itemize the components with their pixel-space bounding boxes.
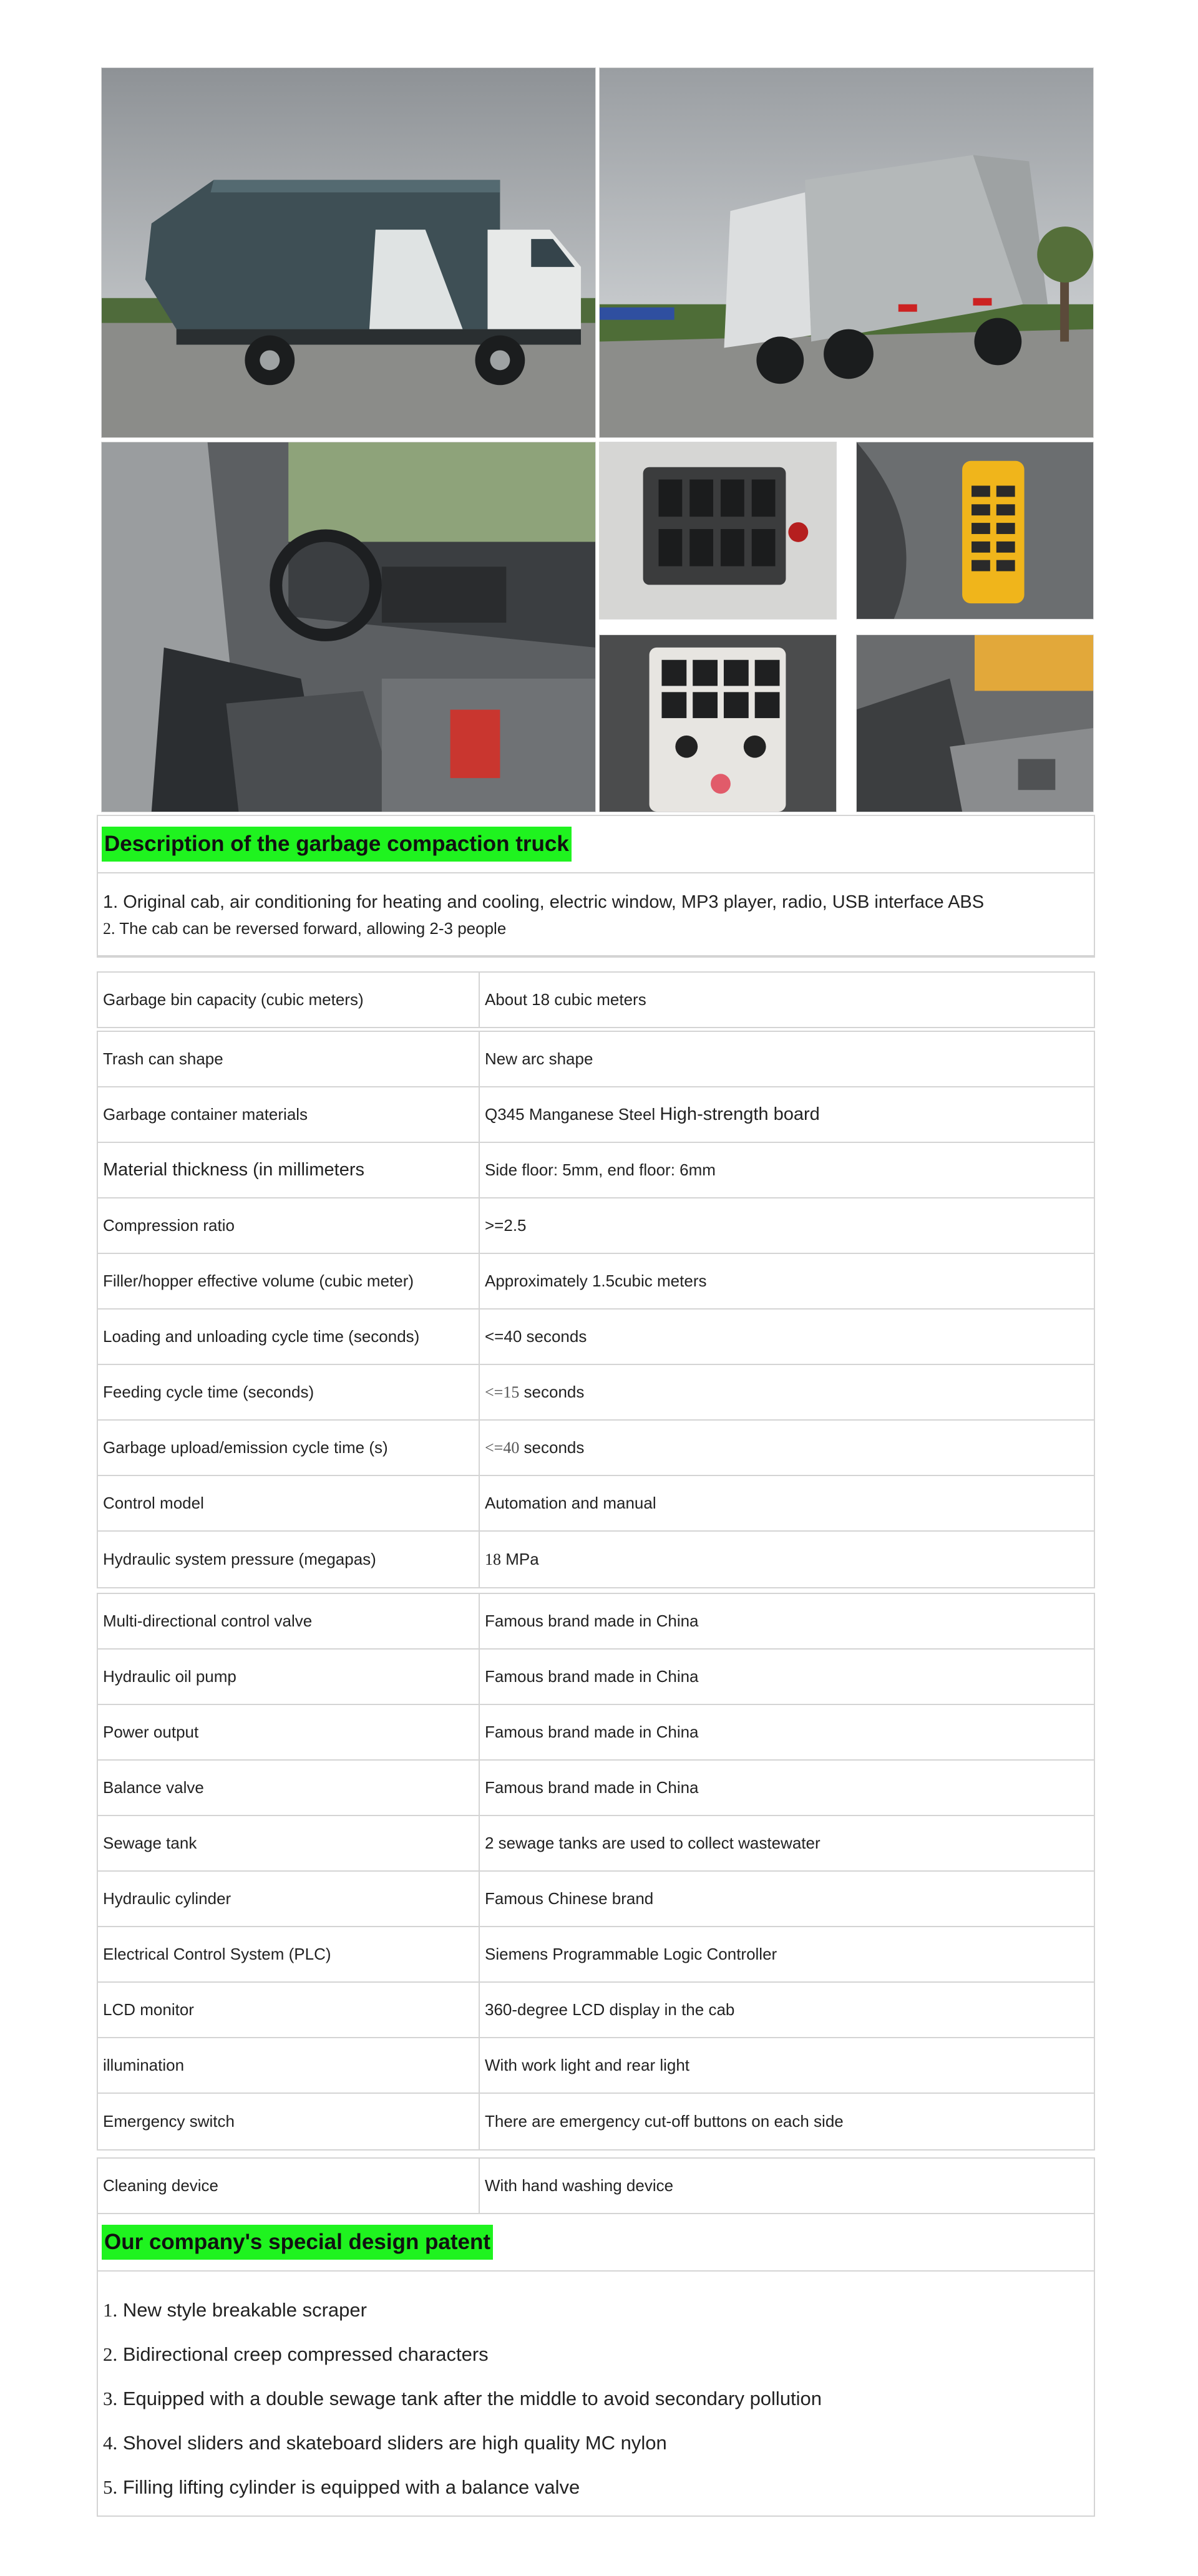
spec-value-number: <=15 xyxy=(485,1383,520,1401)
table-row xyxy=(98,2094,1094,2149)
component-label: Balance valve xyxy=(98,1761,480,1815)
list-item-number: 4. xyxy=(103,2432,118,2454)
description-title: Description of the garbage compaction truck xyxy=(102,827,572,862)
list-item-number: 3. xyxy=(103,2388,118,2409)
spec-label: Loading and unloading cycle time (seconds) xyxy=(98,1310,480,1364)
table-row xyxy=(98,1872,1094,1927)
patent-title: Our company's special design patent xyxy=(102,2225,493,2260)
spec-label: Garbage upload/emission cycle time (s) xyxy=(98,1421,480,1475)
component-value: 360-degree LCD display in the cab xyxy=(485,2000,735,2019)
list-item-number: 1. xyxy=(103,2299,118,2321)
table-row xyxy=(98,973,1094,1027)
component-label: Hydraulic cylinder xyxy=(98,1872,480,1926)
table-row xyxy=(98,1254,1094,1310)
component-value: Famous brand made in China xyxy=(485,1723,699,1741)
spec-value-extra: High-strength board xyxy=(660,1104,820,1124)
spec-value xyxy=(480,1532,1094,1587)
list-item-number: 2. xyxy=(103,2343,118,2365)
component-label: Hydraulic oil pump xyxy=(98,1650,480,1704)
spec-label: Feeding cycle time (seconds) xyxy=(98,1365,480,1419)
component-value: Famous brand made in China xyxy=(485,1778,699,1797)
list-item-text: Filling lifting cylinder is equipped with a balance valve xyxy=(117,2476,580,2498)
component-label: Emergency switch xyxy=(98,2094,480,2149)
component-value: Famous brand made in China xyxy=(485,1667,699,1686)
spec-value: >=2.5 xyxy=(485,1216,527,1235)
spec-value-unit: seconds xyxy=(519,1383,585,1401)
cab-seat-icon xyxy=(857,635,1093,812)
spec-value xyxy=(480,1365,1094,1419)
switch-panel-icon xyxy=(600,442,836,619)
spec-value-unit: seconds xyxy=(519,1438,585,1457)
table-row xyxy=(98,1705,1094,1761)
component-label: Power output xyxy=(98,1705,480,1759)
control-box-icon xyxy=(600,635,836,812)
component-value: With work light and rear light xyxy=(485,2056,690,2074)
description-text xyxy=(98,873,1094,956)
table-row xyxy=(98,2159,1094,2214)
spec-value-unit: MPa xyxy=(501,1550,539,1568)
truck-side-view-icon xyxy=(102,68,595,437)
photo-truck-rear xyxy=(599,67,1094,438)
spec-value: About 18 cubic meters xyxy=(485,990,646,1009)
description-line-2-text: The cab can be reversed forward, allowing 2-3 people xyxy=(115,919,507,938)
capacity-table xyxy=(97,971,1095,1028)
spec-value-number: 18 xyxy=(485,1550,501,1568)
spec-value: New arc shape xyxy=(485,1049,593,1068)
table-row xyxy=(98,1032,1094,1087)
cleaning-label: Cleaning device xyxy=(98,2159,480,2213)
photo-truck-side xyxy=(101,67,596,438)
table-row xyxy=(98,1532,1094,1587)
table-row xyxy=(98,2038,1094,2094)
patent-block xyxy=(97,2157,1095,2517)
spec-label: Control model xyxy=(98,1476,480,1530)
list-item xyxy=(103,2465,1089,2509)
spec-value: Automation and manual xyxy=(485,1494,656,1512)
list-item xyxy=(103,2421,1089,2465)
spec-value: Side floor: 5mm, end floor: 6mm xyxy=(485,1160,716,1179)
components-table xyxy=(97,1593,1095,2151)
photo-remote-control xyxy=(856,442,1094,620)
table-row xyxy=(98,1761,1094,1816)
component-label: LCD monitor xyxy=(98,1983,480,2037)
spec-value: <=40 seconds xyxy=(485,1327,587,1346)
table-row xyxy=(98,1594,1094,1650)
photo-cab-interior xyxy=(101,442,596,812)
table-row xyxy=(98,1198,1094,1254)
list-item xyxy=(103,2332,1089,2376)
spec-label: Trash can shape xyxy=(98,1032,480,1086)
description-block xyxy=(97,815,1095,958)
spec-label: Compression ratio xyxy=(98,1198,480,1253)
component-value: Famous Chinese brand xyxy=(485,1889,654,1908)
list-item-number: 5. xyxy=(103,2476,118,2498)
table-row xyxy=(98,1087,1094,1143)
spec-label: Material thickness (in millimeters xyxy=(98,1143,480,1197)
table-row xyxy=(98,1927,1094,1983)
photo-cab-rear-seat xyxy=(856,634,1094,812)
description-heading-row xyxy=(98,816,1094,873)
list-item xyxy=(103,2288,1089,2332)
remote-control-icon xyxy=(857,442,1093,619)
table-row xyxy=(98,1310,1094,1365)
photo-switch-panel xyxy=(599,442,837,620)
table-row xyxy=(98,1365,1094,1421)
photo-control-box xyxy=(599,634,837,812)
spec-value: Approximately 1.5cubic meters xyxy=(485,1271,707,1290)
spec-value xyxy=(480,1421,1094,1475)
table-row xyxy=(98,1983,1094,2038)
component-value: 2 sewage tanks are used to collect wastewater xyxy=(485,1834,821,1852)
patent-heading-row xyxy=(98,2214,1094,2272)
table-row xyxy=(98,1143,1094,1198)
list-item-text: New style breakable scraper xyxy=(117,2299,367,2321)
spec-value-number: <=40 xyxy=(485,1438,520,1457)
table-row xyxy=(98,1816,1094,1872)
table-row xyxy=(98,1650,1094,1705)
list-item-text: Bidirectional creep compressed characters xyxy=(117,2343,489,2365)
table-row xyxy=(98,1421,1094,1476)
component-label: Electrical Control System (PLC) xyxy=(98,1927,480,1981)
truck-rear-view-icon xyxy=(600,68,1093,437)
list-item-text: Equipped with a double sewage tank after the middle to avoid secondary pollution xyxy=(117,2388,822,2409)
component-label: illumination xyxy=(98,2038,480,2092)
list-item-text: Shovel sliders and skateboard sliders are high quality MC nylon xyxy=(117,2432,667,2454)
spec-value-main: Q345 Manganese Steel xyxy=(485,1105,660,1124)
patent-list xyxy=(98,2272,1094,2515)
spec-label: Filler/hopper effective volume (cubic meter) xyxy=(98,1254,480,1308)
description-line-2 xyxy=(103,915,1089,943)
cab-interior-icon xyxy=(102,442,595,812)
component-value: Famous brand made in China xyxy=(485,1611,699,1630)
component-value: There are emergency cut-off buttons on each side xyxy=(485,2112,844,2131)
spec-label: Hydraulic system pressure (megapas) xyxy=(98,1532,480,1587)
component-label: Sewage tank xyxy=(98,1816,480,1870)
spec-label: Garbage bin capacity (cubic meters) xyxy=(98,973,480,1027)
cleaning-value: With hand washing device xyxy=(485,2176,674,2195)
component-label: Multi-directional control valve xyxy=(98,1594,480,1648)
spec-value xyxy=(480,1087,1094,1142)
description-line-2-number: 2. xyxy=(103,920,115,938)
spec-label: Garbage container materials xyxy=(98,1087,480,1142)
spec-table xyxy=(97,1031,1095,1588)
table-row xyxy=(98,1476,1094,1532)
description-line-1: 1. Original cab, air conditioning for heating and cooling, electric window, MP3 player, radio, USB interface ABS xyxy=(103,892,985,912)
component-value: Siemens Programmable Logic Controller xyxy=(485,1945,777,1963)
list-item xyxy=(103,2376,1089,2421)
